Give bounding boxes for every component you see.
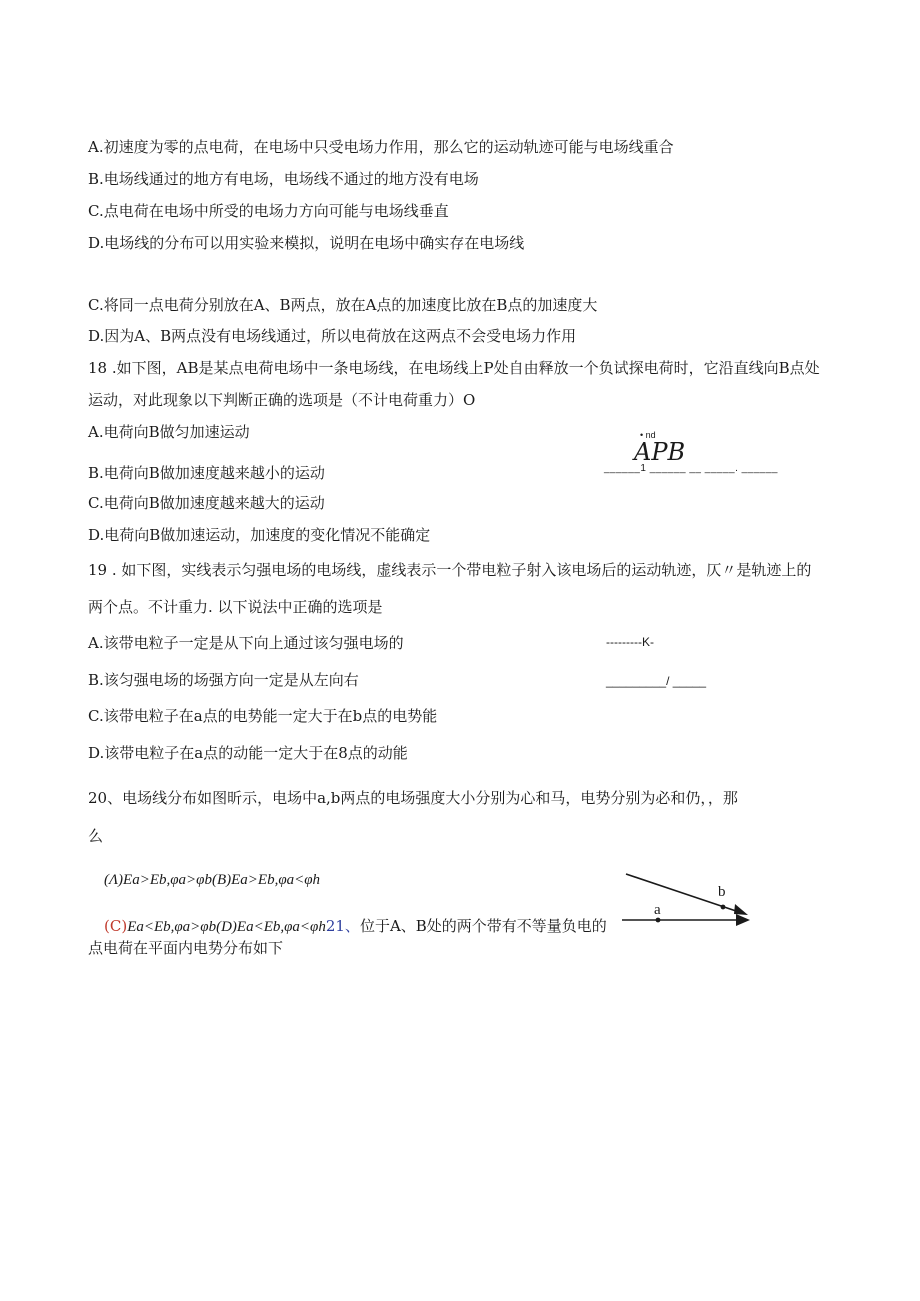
q19-stem-line1: 19 . 如下图，实线表示匀强电场的电场线，虚线表示一个带电粒子射入该电场后的运动轨迹，仄〃是轨迹上的 [88, 561, 812, 579]
option-b-line: B.电场线通过的地方有电场，电场线不通过的地方没有电场 [88, 170, 479, 188]
point-a [656, 918, 661, 923]
q18-option-d: D.电荷向B做加速运动，加速度的变化情况不能确定 [88, 526, 431, 544]
q21-number: 21、 [325, 917, 360, 935]
option-a-line: A.初速度为零的点电荷，在电场中只受电场力作用，那么它的运动轨迹可能与电场线重合 [88, 138, 674, 156]
point-a-label: a [654, 902, 661, 918]
q18-option-b: B.电荷向B做加速度越来越小的运动 [88, 464, 325, 482]
q19-option-d: D.该带电粒子在a点的动能一定大于在8点的动能 [88, 744, 408, 762]
q21-stem-line1: 位于A、B处的两个带有不等量负电的 [359, 917, 607, 935]
point-b-label: b [718, 884, 726, 900]
option-c-line: C.点电荷在电场中所受的电场力方向可能与电场线垂直 [88, 202, 449, 220]
q20-stem-line2: 么 [88, 827, 104, 845]
q19-option-b: B.该匀强电场的场强方向一定是从左向右 [88, 671, 359, 689]
q19-option-a: A.该带电粒子一定是从下向上通过该匀强电场的 [88, 634, 404, 652]
q18-stem-line1: 18 .如下图，AB是某点电荷电场中一条电场线，在电场线上P处自由释放一个负试探电荷时，它沿直线向B点处 [88, 359, 820, 377]
q18-figure-line: ______1 ______ __ _____. ______ [604, 463, 778, 474]
q20-options-ab: (Λ)Ea>Eb,φa>φb(B)Ea>Eb,φa<φh [104, 872, 321, 888]
point-b [721, 905, 726, 910]
option-d-line-2: D.因为A、B两点没有电场线通过，所以电荷放在这两点不会受电场力作用 [88, 327, 577, 345]
field-line-lower-arrow [736, 914, 750, 926]
field-line-upper-arrow [734, 904, 748, 915]
option-d-line: D.电场线的分布可以用实验来模拟，说明在电场中确实存在电场线 [88, 234, 525, 252]
q20-stem-line1: 20、电场线分布如图昕示，电场中a,b两点的电场强度大小分别为心和马，电势分别为必和仍，，那 [88, 789, 738, 807]
q19-figure-line1: ---------K- [606, 635, 654, 649]
q18-stem-line2: 运动，对此现象以下判断正确的选项是（不计电荷重力）O [88, 391, 476, 409]
q18-figure-label: APB [634, 438, 686, 466]
q18-option-a: A.电荷向B做匀加速运动 [88, 423, 250, 441]
option-c-line-2: C.将同一点电荷分别放在A、B两点，放在A点的加速度比放在B点的加速度大 [88, 296, 598, 314]
q20-option-c-marker: (C) [104, 917, 128, 935]
q18-figure-small-text: • nd [640, 430, 656, 440]
q21-stem-line2: 点电荷在平面内电势分布如下 [88, 939, 284, 957]
q20-field-line-figure [620, 868, 760, 938]
q19-option-c: C.该带电粒子在a点的电势能一定大于在b点的电势能 [88, 707, 438, 725]
q18-option-c: C.电荷向B做加速度越来越大的运动 [88, 494, 325, 512]
q19-stem-line2: 两个点。不计重力. 以下说法中正确的选项是 [88, 598, 383, 616]
q20-options-cd-q21 [104, 916, 607, 937]
q20-options-cd: Ea<Eb,φa>φb(D)Ea<Eb,φa<φh [127, 919, 326, 935]
q19-figure-line2: _________/ _____ [606, 674, 707, 688]
